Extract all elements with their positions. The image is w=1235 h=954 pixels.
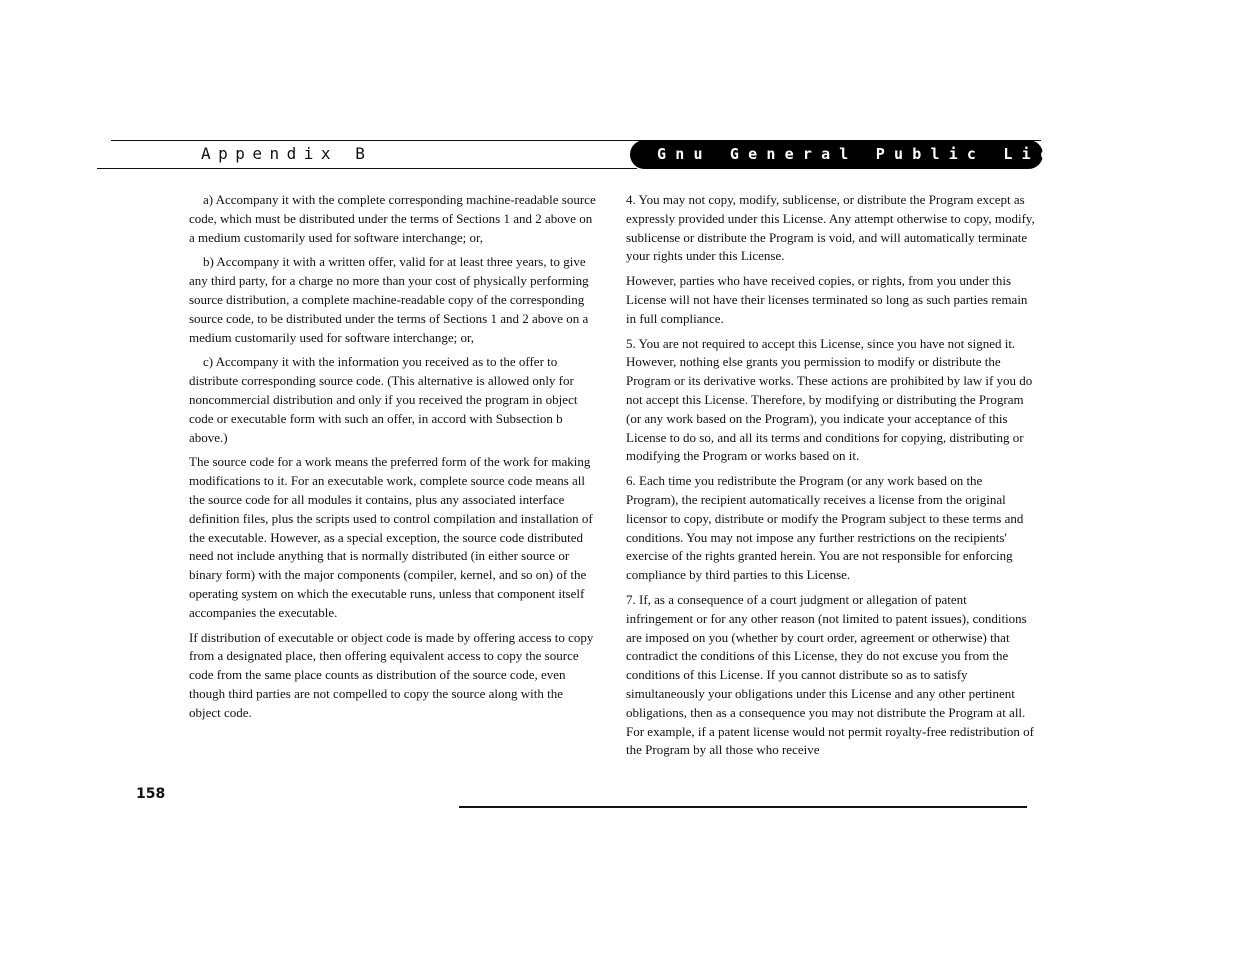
paragraph-section-5: 5. You are not required to accept this License, since you have not signed it. However, nothing else grants you permission to modify or distribute the Program or its derivative works. These actions are prohibited by law if you do not accept this License. Therefore, by modifying or distributing the Program (or any work based on the Program), you indicate your acceptance of this License to do so, and all its terms and conditions for copying, distributing or modifying the Program or works based on it.: [626, 335, 1033, 464]
paragraph-b: b) Accompany it with a written offer, valid for at least three years, to give any third party, for a charge no more than your cost of physically performing source distribution, a complete machine-readable copy of the corresponding source code, to be distributed under the terms of Sections 1 and 2 above on a medium customarily used for software interchange; or,: [189, 254, 589, 345]
header-rule-bottom: [97, 168, 637, 169]
right-column: [626, 191, 1035, 766]
running-head-left: Appendix B: [201, 144, 373, 163]
paragraph-section-7: 7. If, as a consequence of a court judgment or allegation of patent infringement or for any other reason (not limited to patent issues), conditions are imposed on you (whether by court order, agreement or otherwise) that contradict the conditions of this License, they do not excuse you from the conditions of this License. If you cannot distribute so as to satisfy simultaneously your obligations under this License and any other pertinent obligations, then as a consequence you may not distribute the Program at all. For example, if a patent license would not permit royalty-free redistribution of the Program by all those who receive: [626, 591, 1034, 758]
paragraph-distribution: If distribution of executable or object code is made by offering access to copy from a designated place, then offering equivalent access to copy the source code from the same place counts as distribution of the source code, even though third parties are not compelled to copy the source along with the object code.: [189, 629, 594, 720]
running-head-right: Gnu General Public License: [630, 140, 1043, 169]
paragraph-c: c) Accompany it with the information you received as to the offer to distribute corresponding source code. (This alternative is allowed only for noncommercial distribution and only if you received the program in object code or executable form with such an offer, in accord with Subsection b above.): [189, 354, 578, 445]
footer-rule: [459, 806, 1027, 808]
paragraph-a: a) Accompany it with the complete corresponding machine-readable source code, which must be distributed under the terms of Sections 1 and 2 above on a medium customarily used for software interchange; or,: [189, 192, 596, 245]
left-column: [189, 191, 598, 729]
paragraph-source-code: The source code for a work means the preferred form of the work for making modifications to it. For an executable work, complete source code means all the source code for all modules it contains, plus any associated interface definition files, plus the scripts used to control compilation and installation of the executable. However, as a special exception, the source code distributed need not include anything that is normally distributed (in either source or binary form) with the major components (compiler, kernel, and so on) of the operating system on which the executable runs, unless that component itself accompanies the executable.: [189, 454, 593, 620]
paragraph-section-4: 4. You may not copy, modify, sublicense, or distribute the Program except as expressly provided under this License. Any attempt otherwise to copy, modify, sublicense or distribute the Program is void, and will automatically terminate your rights under this License.: [626, 192, 1035, 264]
page-number: 158: [136, 786, 166, 802]
paragraph-compliance: However, parties who have received copies, or rights, from you under this License will not have their licenses terminated so long as such parties remain in full compliance.: [626, 273, 1028, 326]
paragraph-section-6: 6. Each time you redistribute the Program (or any work based on the Program), the recipient automatically receives a license from the original licensor to copy, distribute or modify the Program subject to these terms and conditions. You may not impose any further restrictions on the recipients' exercise of the rights granted herein. You are not responsible for enforcing compliance by third parties to this License.: [626, 473, 1024, 583]
